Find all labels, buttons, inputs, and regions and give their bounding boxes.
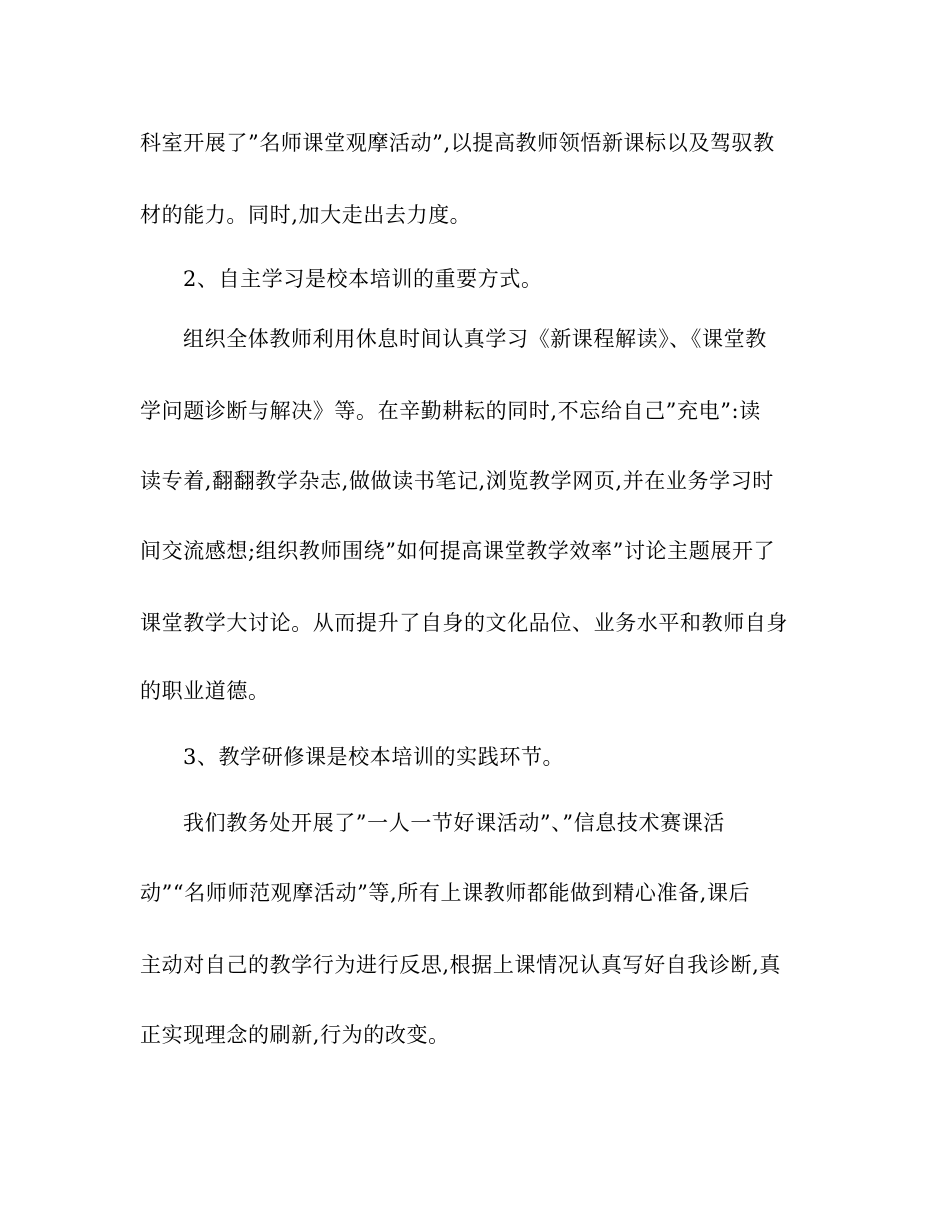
text-line: 材的能力。同时,加大走出去力度。 — [140, 203, 472, 227]
text-line: 主动对自己的教学行为进行反思,根据上课情况认真写好自我诊断,真 — [140, 953, 781, 977]
text-line: 读专着,翻翻教学杂志,做做读书笔记,浏览教学网页,并在业务学习时 — [140, 469, 774, 493]
section-heading: 3、教学研修课是校本培训的实践环节。 — [183, 745, 565, 769]
text-line: 科室开展了”名师课堂观摩活动”,以提高教师领悟新课标以及驾驭教 — [140, 131, 775, 155]
text-line: 正实现理念的刷新,行为的改变。 — [140, 1023, 450, 1047]
text-line: 学问题诊断与解决》等。在辛勤耕耘的同时,不忘给自己”充电”:读 — [140, 399, 761, 423]
text-line: 课堂教学大讨论。从而提升了自身的文化品位、业务水平和教师自身 — [140, 611, 788, 635]
text-line: 组织全体教师利用休息时间认真学习《新课程解读》、《课堂教 — [183, 327, 767, 351]
text-line: 动”“名师师范观摩活动”等,所有上课教师都能做到精心准备,课后 — [140, 881, 751, 905]
section-heading: 2、自主学习是校本培训的重要方式。 — [183, 267, 543, 291]
text-line: 的职业道德。 — [140, 679, 270, 703]
text-line: 间交流感想;组织教师围绕”如何提高课堂教学效率”讨论主题展开了 — [140, 539, 776, 563]
text-line: 我们教务处开展了”一人一节好课活动”、”信息技术赛课活 — [183, 811, 725, 835]
